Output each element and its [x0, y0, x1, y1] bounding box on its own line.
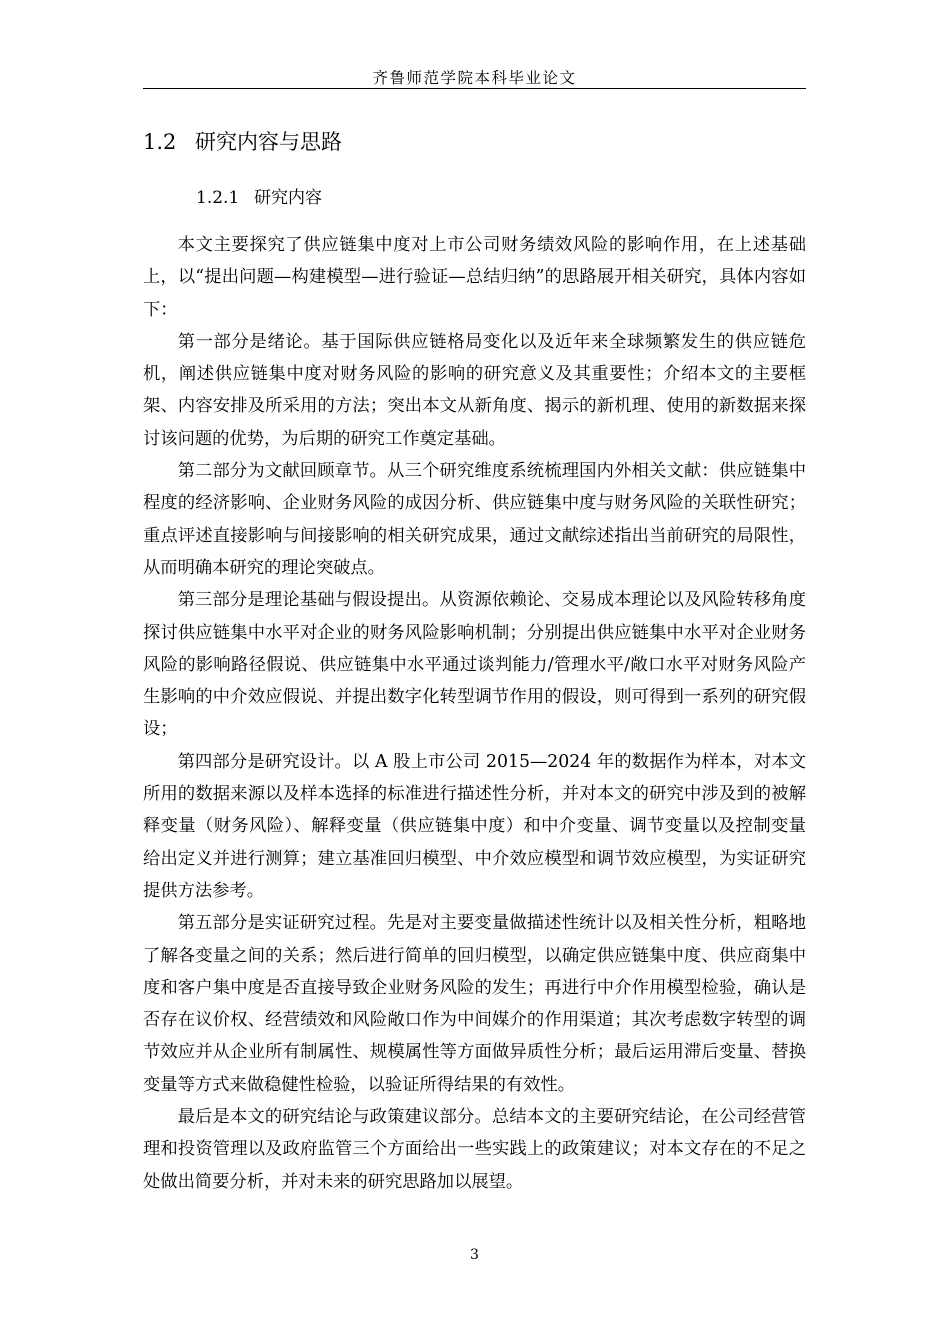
- paragraph-part-2: 第二部分为文献回顾章节。从三个研究维度系统梳理国内外相关文献：供应链集中程度的经济影响、企业财务风险的成因分析、供应链集中度与财务风险的关联性研究；重点评述直接影响与间接影响的相关研究成果，通过文献综述指出当前研究的局限性，从而明确本研究的理论突破点。: [143, 461, 806, 578]
- section-heading: [143, 128, 342, 156]
- paragraph-part-3: 第三部分是理论基础与假设提出。从资源依赖论、交易成本理论以及风险转移角度探讨供应链集中水平对企业的财务风险影响机制；分别提出供应链集中水平对企业财务风险的影响路径假说、供应链集中水平通过谈判能力/管理水平/敞口水平对财务风险产生影响的中介效应假说、并提出数字化转型调节作用的假设，则可得到一系列的研究假设；: [143, 590, 806, 740]
- section-title: 研究内容与思路: [195, 130, 342, 154]
- subsection-title: 研究内容: [254, 188, 322, 208]
- running-header: 齐鲁师范学院本科毕业论文: [372, 69, 577, 87]
- paragraph-conclusion: 最后是本文的研究结论与政策建议部分。总结本文的主要研究结论，在公司经营管理和投资管理以及政府监管三个方面给出一些实践上的政策建议；对本文存在的不足之处做出简要分析，并对未来的研究思路加以展望。: [143, 1107, 806, 1192]
- body-text: [143, 229, 806, 1198]
- paragraph-part-5: 第五部分是实证研究过程。先是对主要变量做描述性统计以及相关性分析，粗略地了解各变量之间的关系；然后进行简单的回归模型，以确定供应链集中度、供应商集中度和客户集中度是否直接导致企业财务风险的发生；再进行中介作用模型检验，确认是否存在议价权、经营绩效和风险敞口作为中间媒介的作用渠道；其次考虑数字转型的调节效应并从企业所有制属性、规模属性等方面做异质性分析；最后运用滞后变量、替换变量等方式来做稳健性检验，以验证所得结果的有效性。: [143, 913, 806, 1095]
- subsection-heading: [196, 186, 322, 210]
- header-rule: [143, 88, 806, 89]
- page-number: 3: [470, 1247, 479, 1263]
- paragraph-intro: 本文主要探究了供应链集中度对上市公司财务绩效风险的影响作用，在上述基础上，以“提出问题—构建模型—进行验证—总结归纳”的思路展开相关研究，具体内容如下：: [143, 235, 806, 320]
- section-number: 1.2: [143, 130, 177, 154]
- subsection-number: 1.2.1: [196, 188, 240, 208]
- paragraph-part-1: 第一部分是绪论。基于国际供应链格局变化以及近年来全球频繁发生的供应链危机，阐述供应链集中度对财务风险的影响的研究意义及其重要性；介绍本文的主要框架、内容安排及所采用的方法；突出本文从新角度、揭示的新机理、使用的新数据来探讨该问题的优势，为后期的研究工作奠定基础。: [143, 331, 806, 449]
- paragraph-part-4: 第四部分是研究设计。以 A 股上市公司 2015—2024 年的数据作为样本，对本文所用的数据来源以及样本选择的标准进行描述性分析，并对本文的研究中涉及到的被解释变量（财务风险）、解释变量（供应链集中度）和中介变量、调节变量以及控制变量给出定义并进行测算；建立基准回归模型、中介效应模型和调节效应模型，为实证研究提供方法参考。: [143, 751, 806, 901]
